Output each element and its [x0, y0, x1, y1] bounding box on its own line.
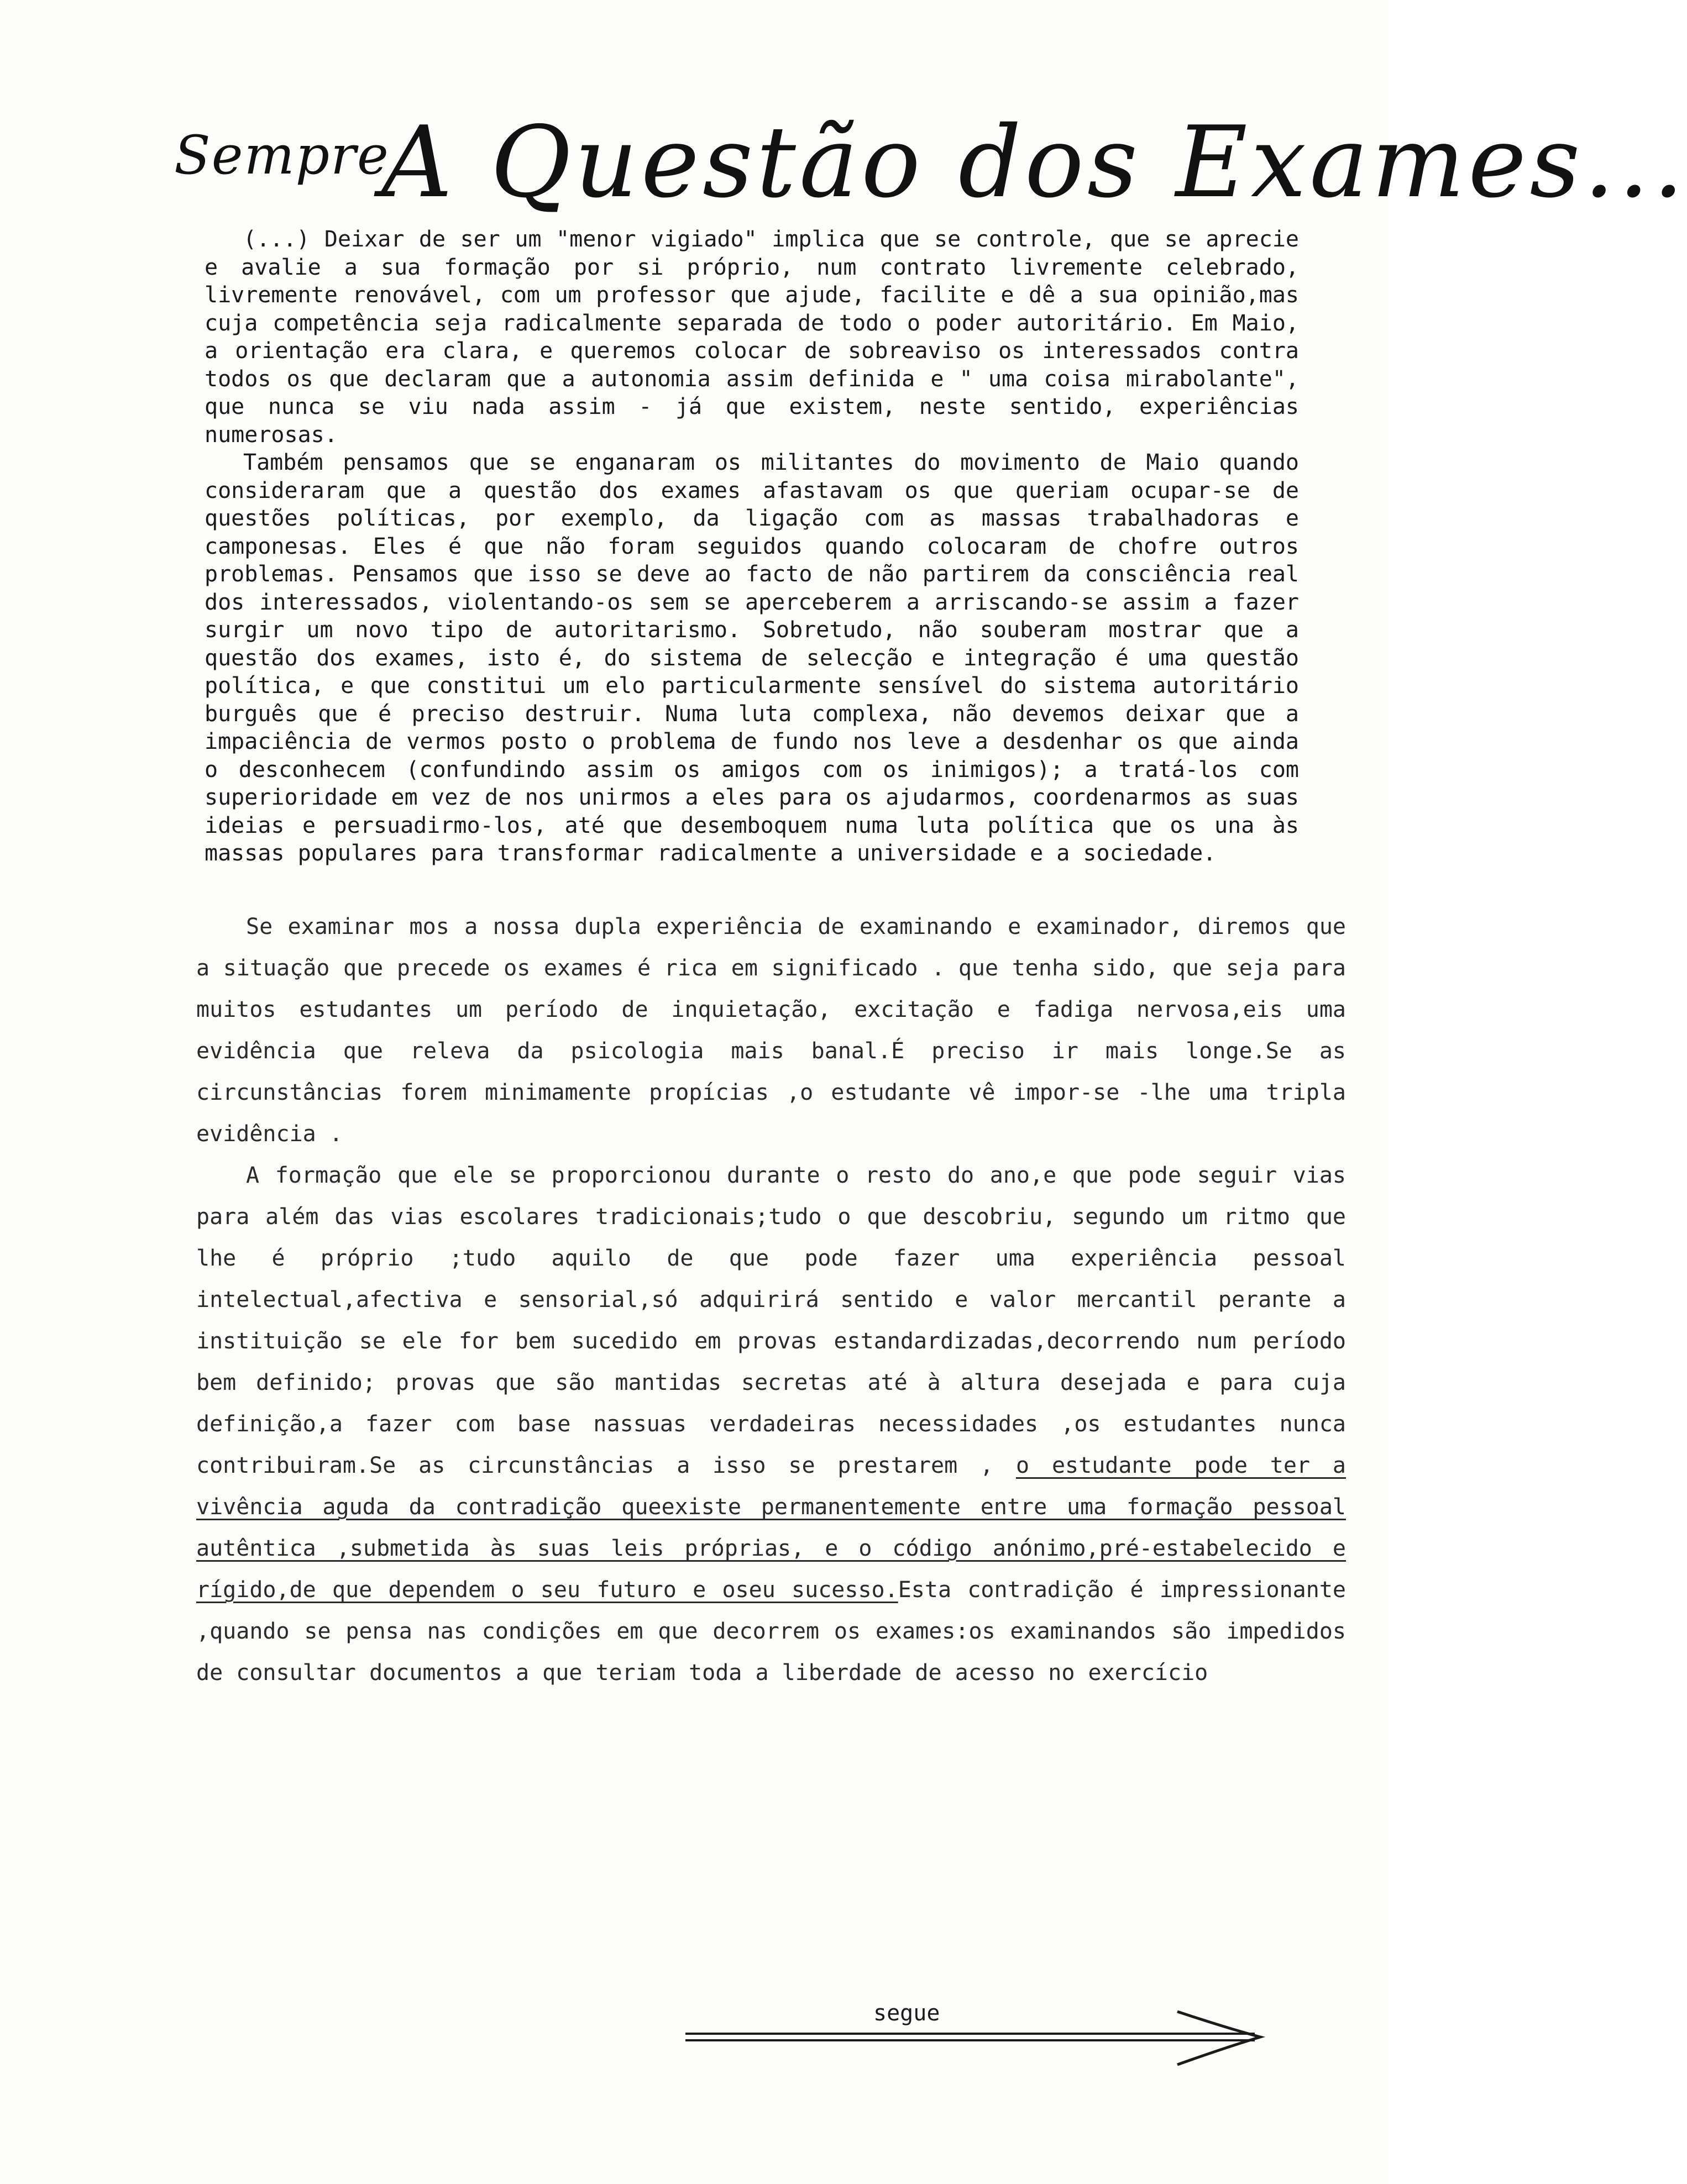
page-footer: [685, 2001, 1271, 2050]
continue-label: segue: [873, 2001, 940, 2026]
second-text-block: [196, 906, 1346, 1694]
paragraph-examinar: Se examinar mos a nossa dupla experiência de examinando e examinador, diremos que a situação que precede os exames é rica em significado . que tenha sido, que seja para muitos estudantes um período de inquietação, excitação e fadiga nervosa,eis uma evidência que releva da psicologia mais banal.É preciso ir mais longe.Se as circunstâncias forem minimamente propícias ,o estudante vê impor-se -lhe uma tripla evidência .: [196, 914, 1346, 1147]
document-title: A Questão dos Exames...: [381, 105, 1687, 219]
typed-text-block: [205, 225, 1299, 868]
paragraph-tambem: Também pensamos que se enganaram os militantes do movimento de Maio quando consideraram que a questão dos exames afastavam os que queriam ocupar-se de questões políticas, por exemplo, da ligação com as massas trabalhadoras e camponesas. Eles é que não foram seguidos quando colocaram de chofre outros problemas. Pensamos que isso se deve ao facto de não partirem da consciência real dos interessados, violentando-os sem se aperceberem a arriscando-se assim a fazer surgir um novo tipo de autoritarismo. Sobretudo, não souberam mostrar que a questão dos exames, isto é, do sistema de selecção e integração é uma questão política, e que constitui um elo particularmente sensível do sistema autoritário burguês que é preciso destruir. Numa luta complexa, não devemos deixar que a impaciência de vermos posto o problema de fundo nos leve a desdenhar os que ainda o desconhecem (confundindo assim os amigos com os inimigos); a tratá-los com superioridade em vez de nos unirmos a eles para os ajudarmos, coordenarmos as suas ideias e persuadirmo-los, até que desemboquem numa luta política que os una às massas populares para transformar radicalmente a universidade e a sociedade.: [205, 450, 1299, 866]
underlined-passage: o estudante pode ter a vivência aguda da contradição queexiste permanentemente entre uma formação pessoal autêntica ,submetida às suas leis próprias, e o código anónimo,pré-estabelecido e rígido,de que dependem o seu futuro e oseu sucesso.: [196, 1453, 1347, 1603]
paragraph-deixar: (...) Deixar de ser um "menor vigiado" implica que se controle, que se aprecie e avalie a sua formação por si próprio, num contrato livremente celebrado, livremente renovável, com um professor que ajude, facilite e dê a sua opinião,mas cuja competência seja radicalmente separada de todo o poder autoritário. Em Maio, a orientação era clara, e queremos colocar de sobreaviso os interessados contra todos os que declaram que a autonomia assim definida e " uma coisa mirabolante", que nunca se viu nada assim - já que existem, neste sentido, experiências numerosas.: [205, 227, 1299, 448]
handwritten-prefix: Sempre: [174, 124, 390, 186]
paragraph-formacao: [196, 1155, 1346, 1694]
paragraph-formacao-end: Esta contradição é impressionante ,quando se pensa nas condições em que decorrem os exames:os examinandos são impedidos de consultar documentos a que teriam toda a liberdade de acesso no exercício: [196, 1577, 1346, 1686]
right-arrow-icon: [685, 2012, 1271, 2067]
paragraph-formacao-start: A formação que ele se proporcionou durante o resto do ano,e que pode seguir vias para além das vias escolares tradicionais;tudo o que descobriu, segundo um ritmo que lhe é próprio ;tudo aquilo de que pode fazer uma experiência pessoal intelectual,afectiva e sensorial,só adquirirá sentido e valor mercantil perante a instituição se ele for bem sucedido em provas estandardizadas,decorrendo num período bem definido; provas que são mantidas secretas até à altura desejada e para cuja definição,a fazer com base nassuas verdadeiras necessidades ,os estudantes nunca contribuiram.Se as circunstâncias a isso se prestarem ,: [196, 1163, 1346, 1478]
